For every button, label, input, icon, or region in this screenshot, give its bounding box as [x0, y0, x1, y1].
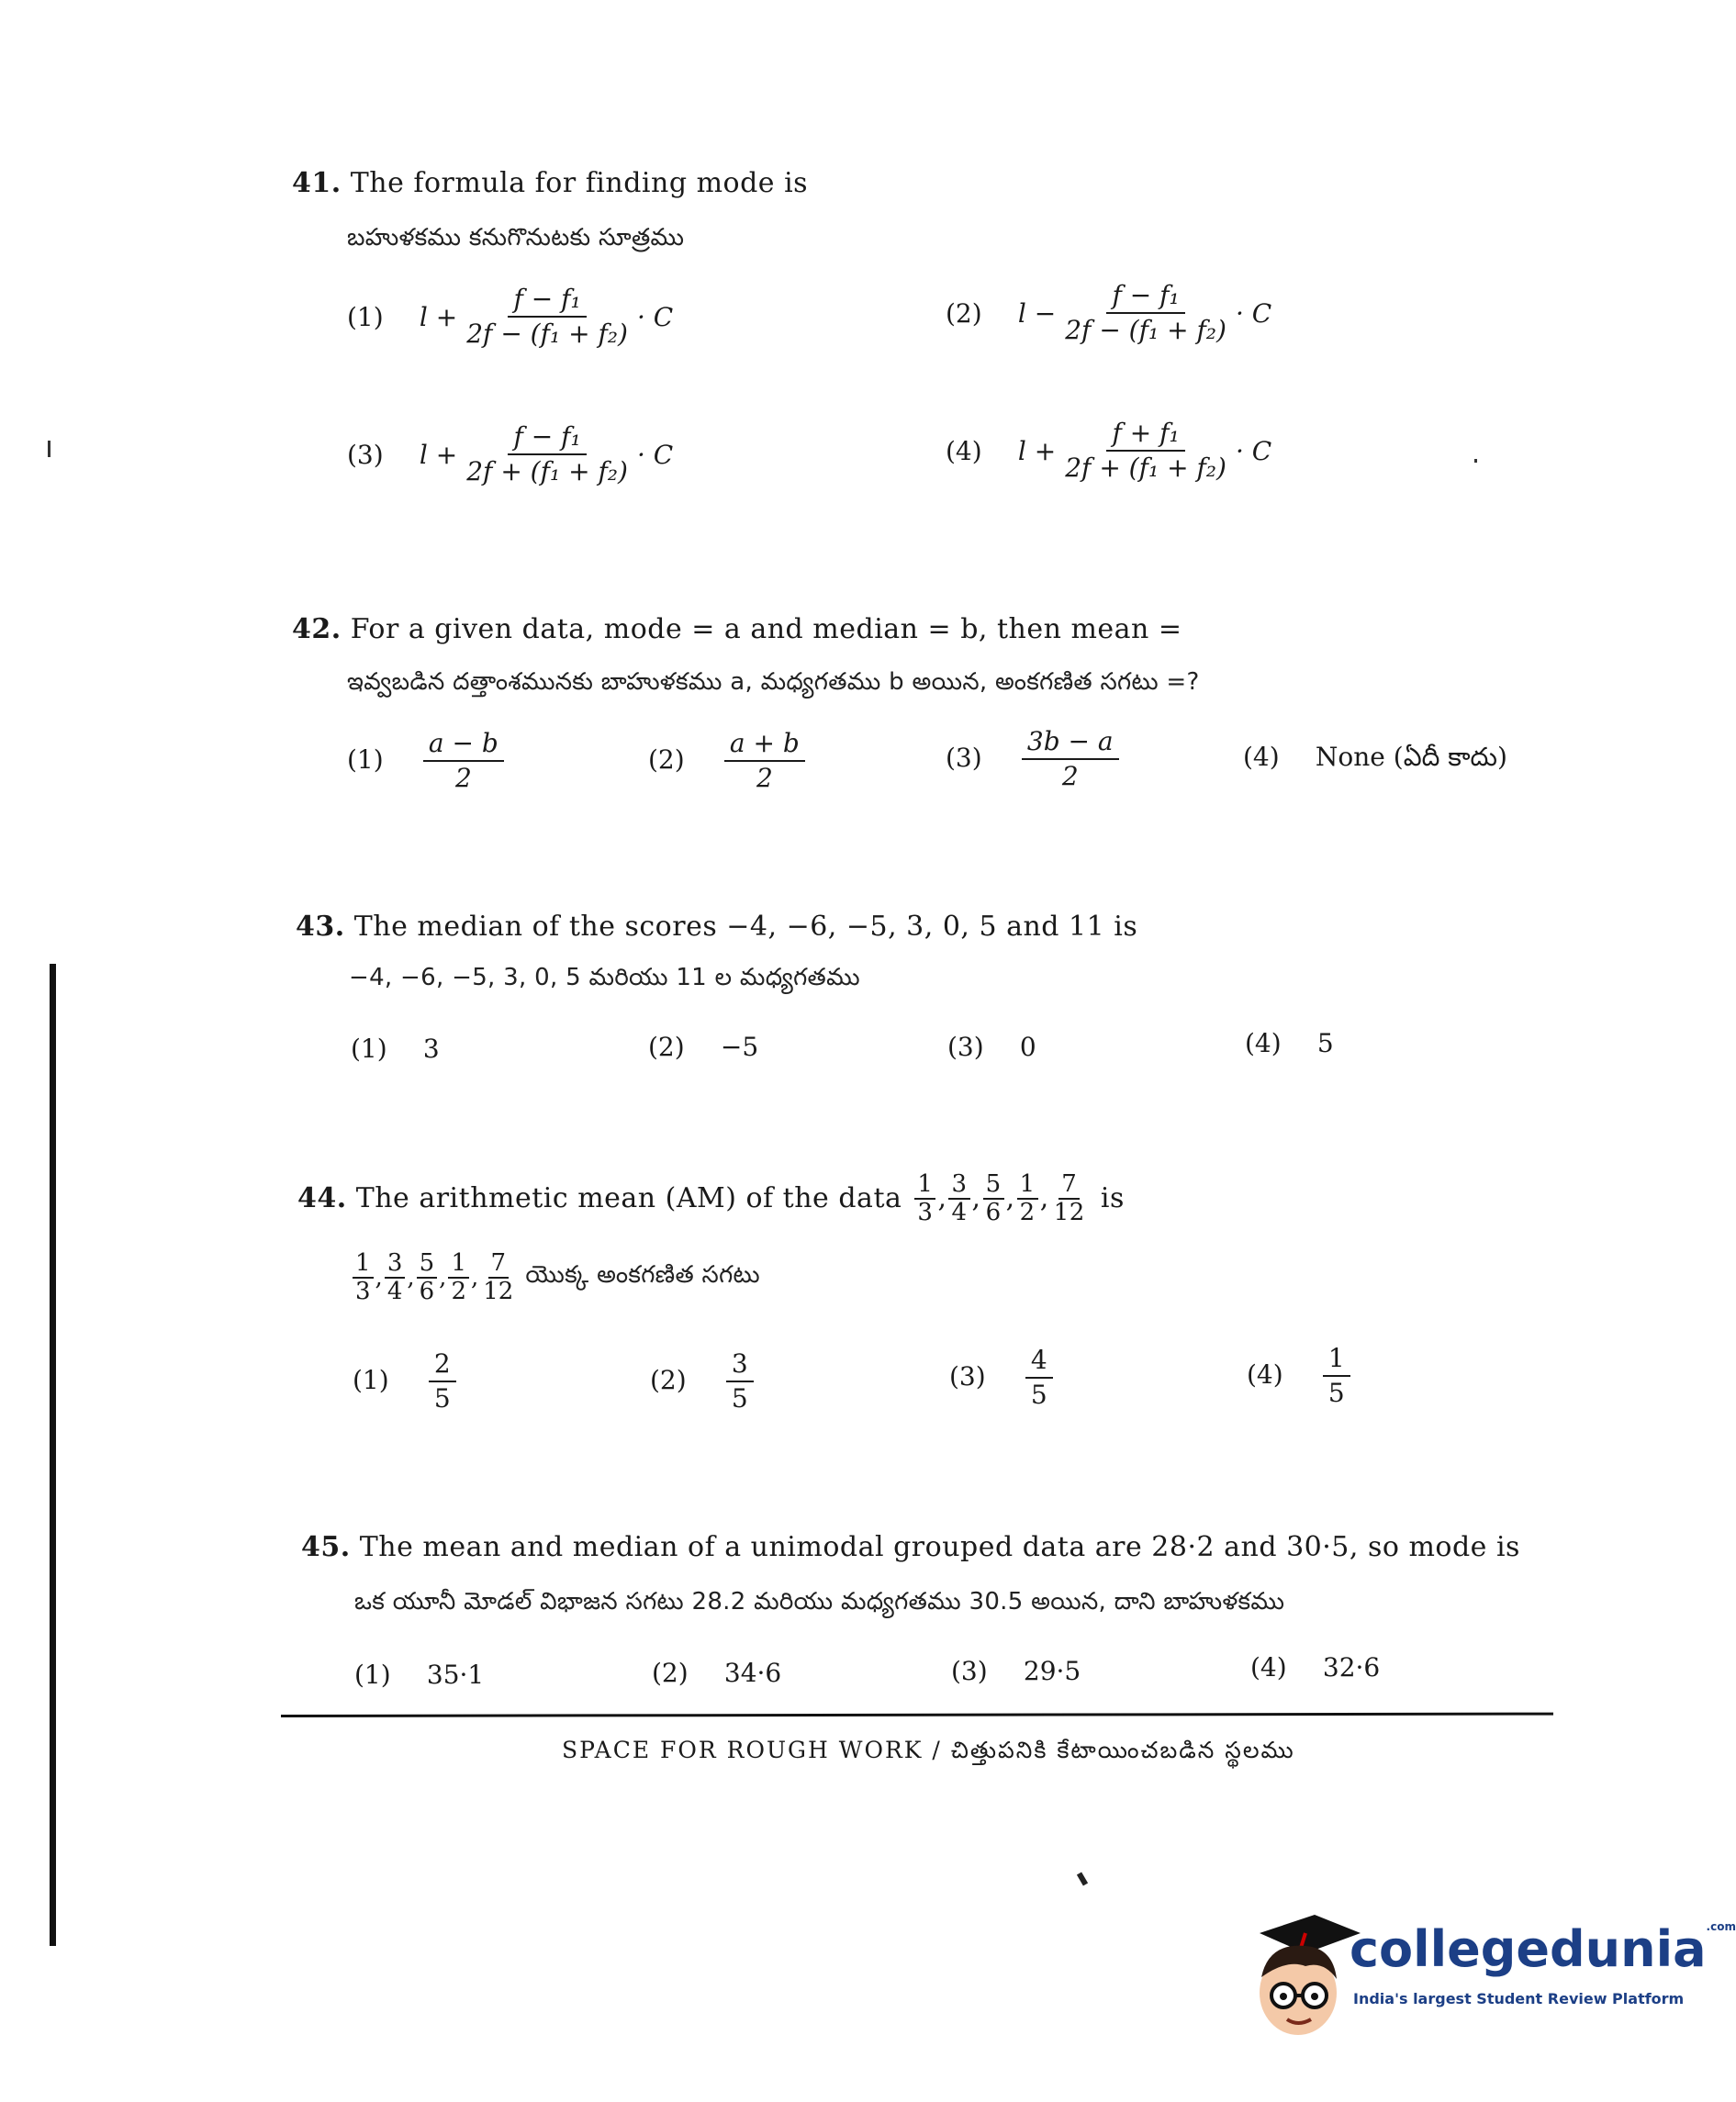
option-label: (2)	[652, 1658, 689, 1688]
option-label: (3)	[951, 1656, 988, 1686]
telugu-text: యొక్క అంకగణిత సగటు	[525, 1260, 760, 1289]
option-label: (4)	[1245, 1028, 1282, 1058]
option-fraction: $\frac{\text{f − f₁}}{\text{2f − (f₁ + f₂)}}$	[1065, 280, 1226, 346]
question-text: The median of the scores −4, −6, −5, 3, 0, 5 and 11 is	[353, 911, 1138, 943]
logo-name: collegedunia	[1350, 1920, 1707, 1978]
scan-speck	[1474, 459, 1477, 463]
data-fraction: $\frac{3}{4}$	[948, 1171, 969, 1225]
option-fraction: $\frac{3}{5}$	[726, 1349, 754, 1414]
option-text: 5	[1316, 1028, 1334, 1058]
option-text: 34·6	[723, 1658, 782, 1688]
q45-option-4[interactable]	[1250, 1652, 1380, 1683]
logo-suffix: .com	[1706, 1920, 1736, 1933]
q44-option-2[interactable]	[650, 1349, 757, 1414]
option-fraction: $\frac{1}{5}$	[1323, 1344, 1350, 1408]
question-44-telugu	[351, 1250, 760, 1304]
collegedunia-logo[interactable]	[1241, 1906, 1736, 2043]
question-number: 43.	[296, 911, 345, 943]
option-prefix: l +	[419, 439, 458, 470]
option-prefix: l −	[1017, 297, 1057, 329]
q41-option-1[interactable]	[347, 285, 673, 349]
q41-option-3[interactable]	[347, 422, 673, 486]
option-label: (4)	[1243, 742, 1280, 772]
data-fraction: $\frac{7}{12}$	[483, 1249, 514, 1305]
q44-option-4[interactable]	[1247, 1344, 1354, 1408]
question-41	[292, 167, 808, 199]
option-label: (1)	[347, 301, 384, 332]
data-fraction: $\frac{1}{3}$	[353, 1250, 374, 1304]
q45-option-1[interactable]	[354, 1660, 484, 1690]
question-43	[296, 911, 1137, 943]
option-prefix: l +	[1017, 435, 1057, 466]
option-suffix: · C	[636, 439, 674, 470]
option-text: −5	[720, 1032, 759, 1062]
option-suffix: · C	[636, 301, 674, 332]
option-fraction: $\frac{2}{5}$	[429, 1349, 456, 1414]
question-42-telugu: ఇవ్వబడిన దత్తాంశమునకు బాహుళకము a, మధ్యగతము b అయిన, అంకగణిత సగటు =?	[347, 668, 1200, 696]
question-45	[301, 1531, 1520, 1563]
scan-edge-dot	[48, 441, 50, 457]
footer-divider	[281, 1713, 1553, 1717]
question-text: The arithmetic mean (AM) of the data	[355, 1182, 902, 1215]
question-number: 45.	[301, 1531, 351, 1563]
data-fraction: $\frac{1}{2}$	[1017, 1171, 1038, 1225]
mascot-icon	[1241, 1906, 1361, 2043]
option-label: (3)	[347, 439, 384, 470]
q43-option-1[interactable]	[351, 1034, 440, 1064]
option-label: (3)	[947, 1032, 984, 1062]
scan-edge-mark	[50, 964, 56, 1946]
question-44	[297, 1171, 1125, 1225]
q41-option-2[interactable]	[946, 281, 1271, 345]
q43-option-4[interactable]	[1245, 1028, 1334, 1058]
data-fraction: $\frac{7}{12}$	[1053, 1170, 1085, 1226]
q41-option-4[interactable]	[946, 419, 1271, 483]
option-label: (1)	[351, 1034, 387, 1064]
option-fraction: $\frac{\text{f − f₁}}{\text{2f + (f₁ + f₂)}}$	[466, 421, 628, 487]
question-text-end: is	[1100, 1182, 1125, 1215]
option-prefix: l +	[419, 301, 458, 332]
q45-option-2[interactable]	[652, 1658, 781, 1688]
option-text: 3	[422, 1034, 440, 1064]
q44-option-3[interactable]	[949, 1346, 1057, 1410]
q43-option-3[interactable]	[947, 1032, 1036, 1062]
data-fraction: $\frac{1}{3}$	[914, 1171, 935, 1225]
question-number: 42.	[292, 613, 342, 645]
data-fraction: $\frac{5}{6}$	[417, 1250, 438, 1304]
option-fraction: $\frac{\text{f − f₁}}{\text{2f − (f₁ + f₂)}}$	[466, 284, 628, 350]
option-fraction: $\frac{4}{5}$	[1025, 1346, 1053, 1410]
question-45-telugu: ఒక యూనీ మోడల్ విభాజన సగటు 28.2 మరియు మధ్యగతము 30.5 అయిన, దాని బాహుళకము	[354, 1588, 1285, 1616]
option-label: (2)	[946, 297, 982, 329]
option-label: (1)	[353, 1364, 389, 1395]
option-fraction: $\frac{\text{f + f₁}}{\text{2f + (f₁ + f₂)}}$	[1065, 418, 1226, 484]
question-41-telugu: బహుళకము కనుగొనుటకు సూత్రము	[347, 224, 685, 252]
option-fraction: $\frac{a - b}{2}$	[423, 729, 504, 793]
data-fractions: $\frac{1}{3}$ , $\frac{3}{4}$ , $\frac{5}{6}$ , $\frac{1}{2}$ , $\frac{7}{12}$	[351, 1250, 518, 1304]
option-label: (1)	[354, 1660, 391, 1690]
scan-speck	[1077, 1872, 1088, 1885]
option-label: (4)	[946, 435, 982, 466]
data-fraction: $\frac{3}{4}$	[385, 1250, 406, 1304]
option-suffix: · C	[1235, 435, 1272, 466]
question-number: 41.	[292, 167, 342, 199]
question-number: 44.	[297, 1182, 347, 1215]
option-label: (1)	[347, 744, 384, 775]
option-text: None (ఏదీ కాదు)	[1315, 742, 1507, 772]
q43-option-2[interactable]	[648, 1032, 758, 1062]
question-text: The formula for finding mode is	[350, 167, 809, 199]
option-text: 0	[1019, 1032, 1036, 1062]
option-label: (2)	[648, 1032, 685, 1062]
option-label: (4)	[1250, 1652, 1287, 1683]
option-label: (2)	[650, 1364, 687, 1395]
q42-option-2[interactable]	[648, 729, 809, 793]
question-text: For a given data, mode = a and median = b, then mean =	[350, 613, 1182, 645]
option-label: (4)	[1247, 1358, 1283, 1390]
option-text: 35·1	[426, 1660, 485, 1690]
q45-option-3[interactable]	[951, 1656, 1081, 1686]
data-fractions: $\frac{1}{3}$ , $\frac{3}{4}$ , $\frac{5}{6}$ , $\frac{1}{2}$ , $\frac{7}{12}$	[913, 1171, 1089, 1225]
question-43-telugu: −4, −6, −5, 3, 0, 5 మరియు 11 ల మధ్యగతము	[349, 964, 860, 991]
option-text: 29·5	[1023, 1656, 1081, 1686]
option-label: (2)	[648, 744, 685, 775]
option-suffix: · C	[1235, 297, 1272, 329]
logo-tagline: India's largest Student Review Platform	[1353, 1990, 1685, 2007]
option-label: (3)	[946, 742, 982, 773]
option-fraction: $\frac{3b - a}{2}$	[1022, 727, 1119, 791]
option-fraction: $\frac{a + b}{2}$	[724, 729, 805, 793]
q44-option-1[interactable]	[353, 1349, 460, 1414]
option-text: 32·6	[1322, 1652, 1381, 1683]
option-label: (3)	[949, 1360, 986, 1392]
question-42	[292, 613, 1182, 645]
data-fraction: $\frac{1}{2}$	[448, 1250, 469, 1304]
rough-work-label: SPACE FOR ROUGH WORK / చిత్తుపనికి కేటాయించబడిన స్థలము	[562, 1737, 1295, 1763]
data-fraction: $\frac{5}{6}$	[983, 1171, 1004, 1225]
q42-option-1[interactable]	[347, 729, 508, 793]
q42-option-4[interactable]	[1243, 742, 1507, 778]
question-text: The mean and median of a unimodal grouped data are 28·2 and 30·5, so mode is	[359, 1531, 1520, 1563]
q42-option-3[interactable]	[946, 727, 1123, 791]
